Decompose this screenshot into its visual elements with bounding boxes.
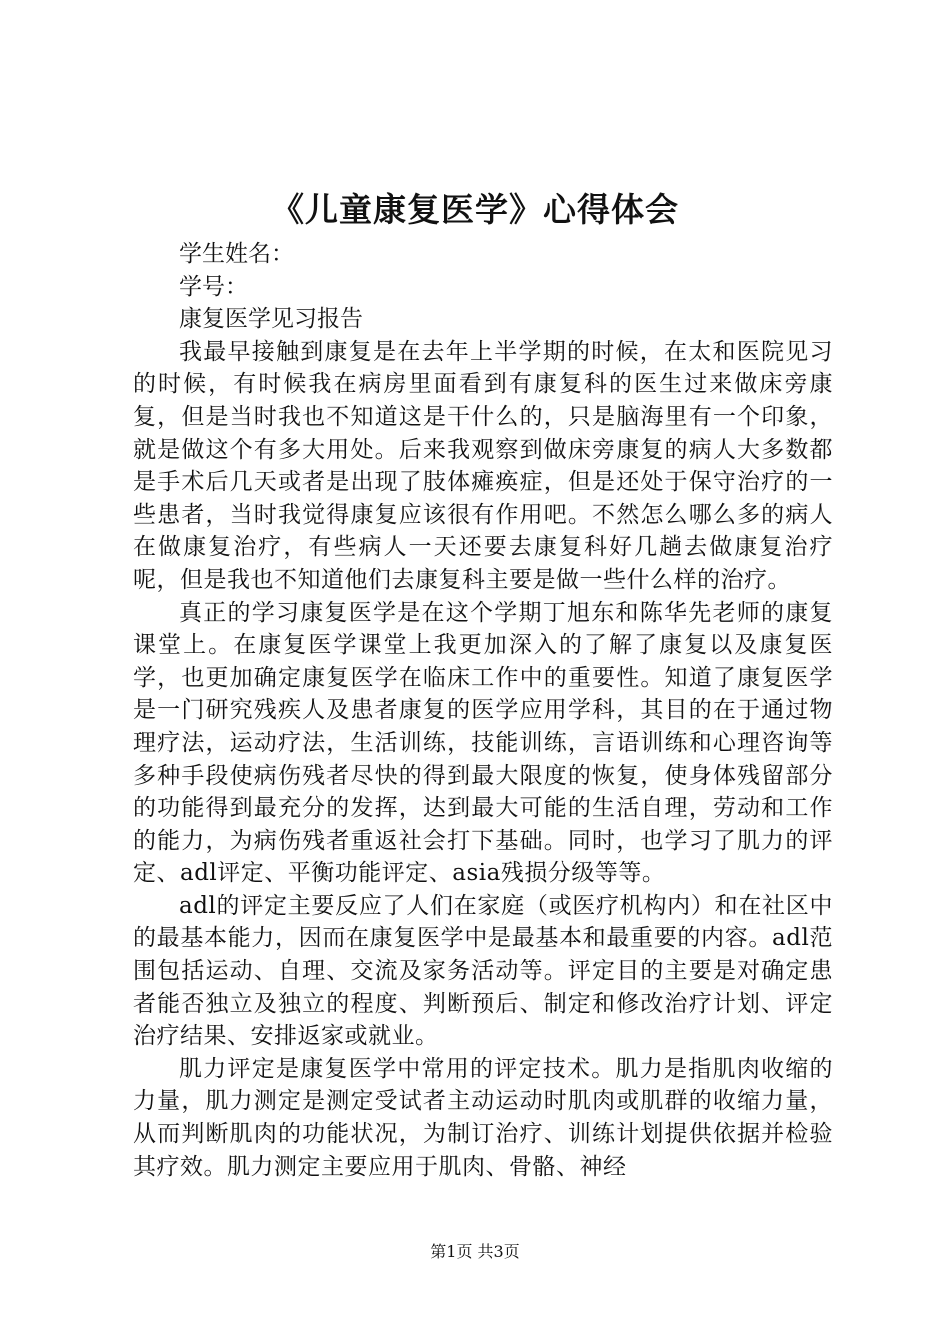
document-body bbox=[133, 238, 833, 1183]
paragraph: 肌力评定是康复医学中常用的评定技术。肌力是指肌肉收缩的力量，肌力测定是测定受试者主动运动时肌肉或肌群的收缩力量，从而判断肌肉的功能状况，为制订治疗、训练计划提供依据并检验其疗效。肌力测定主要应用于肌肉、骨骼、神经 bbox=[133, 1055, 833, 1180]
paragraph: 真正的学习康复医学是在这个学期丁旭东和陈华先老师的康复课堂上。在康复医学课堂上我更加深入的了解了康复以及康复医学，也更加确定康复医学在临床工作中的重要性。知道了康复医学是一门研究残疾人及患者康复的医学应用学科，其目的在于通过物理疗法，运动疗法，生活训练，技能训练，言语训练和心理咨询等多种手段使病伤残者尽快的得到最大限度的恢复，使身体残留部分的功能得到最充分的发挥，达到最大可能的生活自理，劳动和工作的能力，为病伤残者重返社会打下基础。同时，也学习了肌力的评定、adl评定、平衡功能评定、asia残损分级等等。 bbox=[133, 599, 833, 887]
paragraph: adl的评定主要反应了人们在家庭（或医疗机构内）和在社区中的最基本能力，因而在康复医学中是最基本和最重要的内容。adl范围包括运动、自理、交流及家务活动等。评定目的主要是对确定患者能否独立及独立的程度、判断预后、制定和修改治疗计划、评定治疗结果、安排返家或就业。 bbox=[133, 892, 833, 1050]
report-label: 康复医学见习报告 bbox=[179, 306, 363, 333]
document-title: 《儿童康复医学》心得体会 bbox=[271, 190, 679, 229]
paragraph: 我最早接触到康复是在去年上半学期的时候，在太和医院见习的时候，有时候我在病房里面看到有康复科的医生过来做床旁康复，但是当时我也不知道这是干什么的，只是脑海里有一个印象，就是做这个有多大用处。后来我观察到做床旁康复的病人大多数都是手术后几天或者是出现了肢体瘫痪症，但是还处于保守治疗的一些患者，当时我觉得康复应该很有作用吧。不然怎么哪么多的病人在做康复治疗，有些病人一天还要去康复科好几趟去做康复治疗呢，但是我也不知道他们去康复科主要是做一些什么样的治疗。 bbox=[133, 338, 833, 593]
page-footer: 第1页 共3页 bbox=[430, 1242, 520, 1261]
student-id-label: 学号： bbox=[179, 273, 248, 300]
student-name-label: 学生姓名： bbox=[179, 241, 294, 267]
